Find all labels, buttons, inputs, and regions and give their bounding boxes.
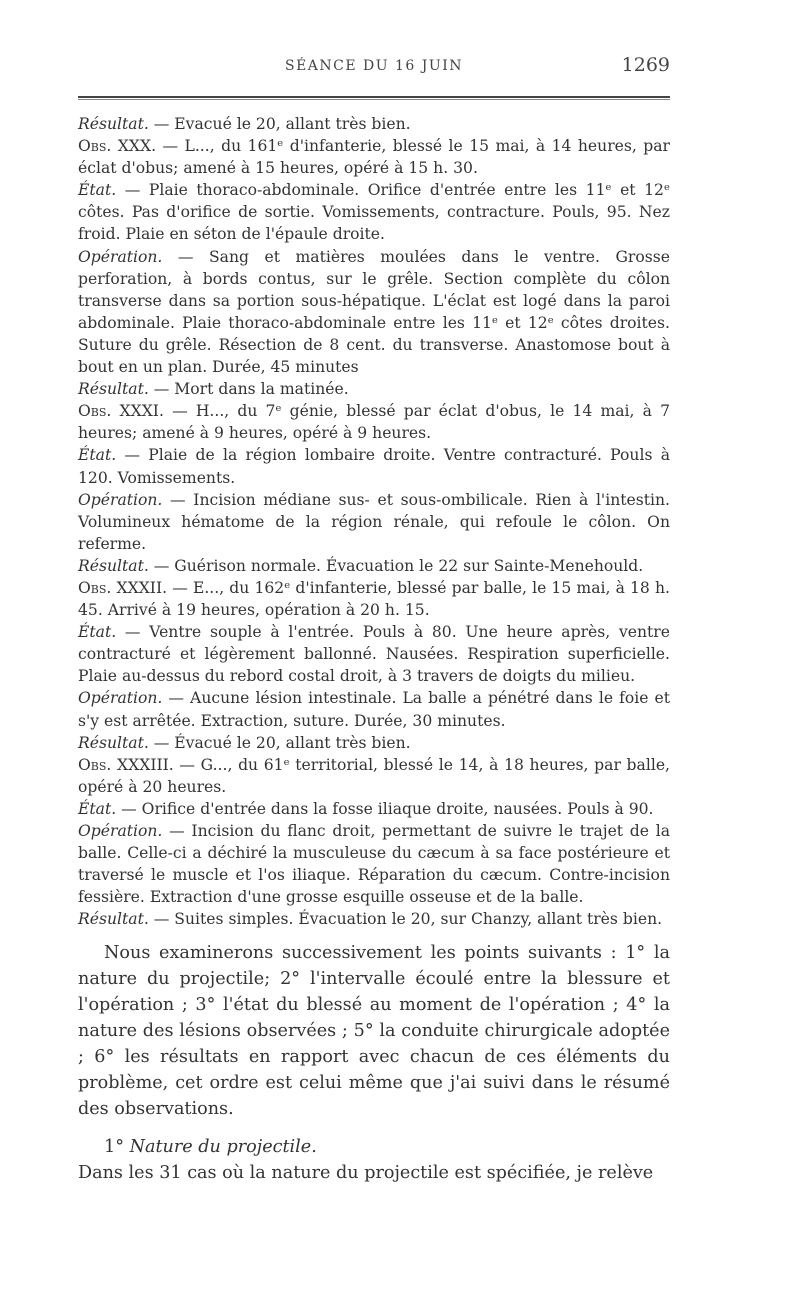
state-line — [78, 621, 670, 687]
operation-line — [78, 489, 670, 555]
result-label: Résultat. — [78, 380, 149, 399]
result-text: — Évacué le 20, allant très bien. — [148, 733, 411, 752]
result-text: — Suites simples. Évacuation le 20, sur Chanzy, allant très bien. — [148, 910, 663, 929]
result-line — [78, 908, 670, 930]
state-text: — Plaie thoraco-abdominale. Orifice d'entrée entre les 11ᵉ et 12ᵉ côtes. Pas d'orifice de sortie. Vomissements, contracture. Pouls, 95. Nez froid. Plaie en séton de l'épaule droite. — [78, 181, 670, 244]
state-text: — Orifice d'entrée dans la fosse iliaque droite, nausées. Pouls à 90. — [116, 799, 654, 818]
state-label: État. — [78, 623, 117, 642]
observation-header — [78, 135, 670, 179]
observation-text: — G..., du 61ᵉ territorial, blessé le 14, à 18 heures, par balle, opéré à 20 heures. — [78, 755, 670, 796]
operation-line — [78, 820, 670, 908]
state-label: État. — [78, 446, 117, 465]
operation-text: — Sang et matières moulées dans le ventre. Grosse perforation, à bords contus, sur le grêle. Section complète du côlon transverse dans sa portion sous-hépatique. L'éclat est logé dans la paroi abdominale. Plaie thoraco-abdominale entre les 11ᵉ et 12ᵉ côtes droites. Suture du grêle. Résection de 8 cent. du transverse. Anastomose bout à bout en un plan. Durée, 45 minutes — [78, 247, 670, 377]
operation-label: Opération. — [78, 689, 163, 708]
state-text: — Ventre souple à l'entrée. Pouls à 80. Une heure après, ventre contracturé et légèrement ballonné. Nausées. Respiration superficielle. Plaie au-dessus du rebord costal droit, à 3 travers de doigts du milieu. — [78, 623, 670, 686]
result-line — [78, 113, 670, 135]
observation-header — [78, 754, 670, 798]
result-label: Résultat. — [78, 556, 149, 575]
result-line — [78, 378, 670, 400]
header-rule-thin — [78, 99, 670, 100]
operation-line — [78, 246, 670, 379]
operation-label: Opération. — [78, 490, 163, 509]
result-text: — Mort dans la matinée. — [148, 380, 349, 399]
running-title: SÉANCE DU 16 JUIN — [285, 58, 463, 74]
state-line — [78, 179, 670, 245]
section-title: Nature du projectile. — [129, 1137, 317, 1157]
observation-label: Obs. XXXIII. — [78, 755, 174, 774]
state-line — [78, 444, 670, 488]
main-text — [78, 940, 670, 1186]
observation-text: — E..., du 162ᵉ d'infanterie, blessé par balle, le 15 mai, à 18 h. 45. Arrivé à 19 heures, opération à 20 h. 15. — [78, 578, 670, 620]
result-line — [78, 555, 670, 577]
header-rule — [78, 96, 670, 98]
result-line — [78, 732, 670, 754]
result-label: Résultat. — [78, 115, 149, 133]
operation-text: — Incision du flanc droit, permettant de suivre le trajet de la balle. Celle-ci a déchiré la musculeuse du cæcum à sa face postérieure et traversé le muscle et l'os iliaque. Réparation du cæcum. Contre-incision fessière. Extraction d'une grosse esquille osseuse et de la balle. — [78, 822, 670, 907]
state-text: — Plaie de la région lombaire droite. Ventre contracturé. Pouls à 120. Vomissements. — [78, 446, 670, 487]
operation-text: — Aucune lésion intestinale. La balle a pénétré dans le foie et s'y est arrêtée. Extraction, suture. Durée, 30 minutes. — [78, 689, 670, 730]
observations-block — [78, 113, 670, 930]
observation-header — [78, 577, 670, 621]
body-paragraph: Dans les 31 cas où la nature du projectile est spécifiée, je relève — [78, 1163, 654, 1183]
observation-label: Obs. XXXI. — [78, 402, 164, 421]
operation-line — [78, 687, 670, 731]
observation-text: — H..., du 7ᵉ génie, blessé par éclat d'obus, le 14 mai, à 7 heures; amené à 9 heures, opéré à 9 heures. — [78, 402, 670, 443]
state-line — [78, 798, 670, 820]
operation-label: Opération. — [78, 247, 163, 266]
body-paragraph: Nous examinerons successivement les points suivants : 1° la nature du projectile; 2° l'intervalle écoulé entre la blessure et l'opération ; 3° l'état du blessé au moment de l'opération ; 4° la nature des lésions observées ; 5° la conduite chirurgicale adoptée ; 6° les résultats en rapport avec chacun de ces éléments du problème, cet ordre est celui même que j'ai suivi dans le résumé des observations. — [78, 943, 670, 1119]
operation-label: Opération. — [78, 822, 163, 840]
result-text: — Evacué le 20, allant très bien. — [148, 115, 411, 133]
observation-text: — L..., du 161ᵉ d'infanterie, blessé le 15 mai, à 14 heures, par éclat d'obus; amené à 15 heures, opéré à 15 h. 30. — [78, 137, 671, 178]
section-number: 1° — [104, 1137, 130, 1157]
operation-text: — Incision médiane sus- et sous-ombilicale. Rien à l'intestin. Volumineux hématome de la région rénale, qui refoule le côlon. On referme. — [78, 490, 670, 553]
page-header — [78, 52, 670, 82]
state-label: État. — [78, 181, 117, 200]
observation-header — [78, 400, 670, 444]
observation-label: Obs. XXXII. — [78, 578, 168, 597]
observation-label: Obs. XXX. — [78, 137, 157, 156]
section-heading — [78, 1134, 670, 1160]
result-label: Résultat. — [78, 910, 149, 929]
state-label: État. — [78, 799, 117, 818]
result-text: — Guérison normale. Évacuation le 22 sur Sainte-Menehould. — [148, 556, 644, 575]
result-label: Résultat. — [78, 733, 149, 752]
page-number: 1269 — [621, 54, 670, 76]
